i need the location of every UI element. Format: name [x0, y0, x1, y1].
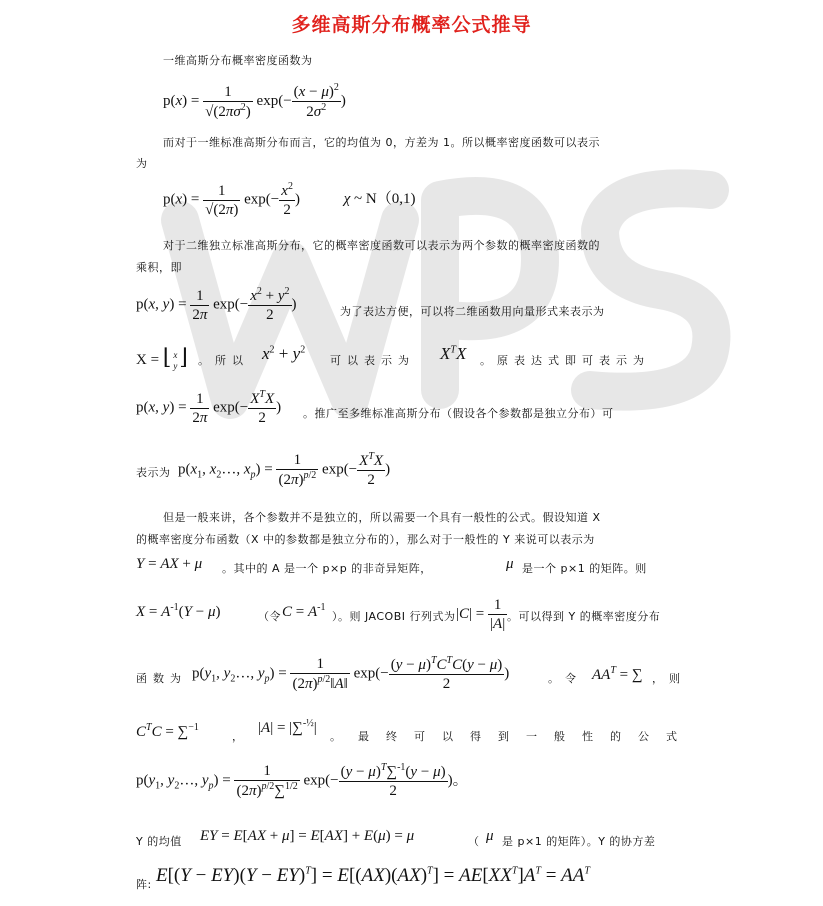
paragraph-standard-1d-cont: 为 [136, 157, 148, 170]
equation-general-gaussian: $p(y_1$, $y_2\dots$, $y_p$) = $\frac{1}{(2\pi)^{p/2}\sum^{1/2}}$ exp(− $\frac{(y - \mu)^T\sum^{-1}(y - \mu)}{2}$ )。 [136, 762, 468, 799]
equation-aat-sigma: $AA^T$ = ∑ [592, 665, 643, 683]
equation-2d-gaussian: p(x, y) = $\frac{1}{2\pi}$ exp(− $\frac{x^2 + y^2}{2}$ ) [136, 286, 297, 323]
equation-y-ax-mu: Y = AX + μ [136, 556, 203, 572]
symbol-mu-2: μ [486, 828, 494, 844]
text-ze: ，则 [652, 672, 686, 685]
equation-ctc: $C^TC = \sum^{-1}$ [136, 722, 199, 740]
paragraph-1d-intro: 一维高斯分布概率密度函数为 [163, 54, 313, 67]
equation-covariance: $E[(Y - EY)(Y - EY)^T] = E[(AX)(AX)^T] = AE[XX^T]A^T = AA^T$ [156, 865, 590, 886]
paragraph-2d-intro: 对于二维独立标准高斯分布，它的概率密度函数可以表示为两个参数的概率密度函数的 [163, 239, 600, 252]
paragraph-generalize: 。推广至多维标准高斯分布（假设各个参数都是独立分布）可 [303, 407, 614, 420]
text-paren-open: （ [468, 835, 480, 848]
comma: ， [232, 730, 244, 743]
equation-y-density: $p(y_1$, $y_2\dots$, $y_p$) = $\frac{1}{(2\pi)^{p/2}‖A‖}$ exp(− $\frac{(y - \mu)^TC^TC(y - \mu)}{2}$ ) [192, 655, 510, 692]
text-hanshuwei: 函数为 [136, 672, 187, 685]
text-y-covariance: 是 p×1 的矩阵）。Y 的协方差 [502, 835, 656, 848]
equation-xtx: $X^TX$ [440, 344, 467, 363]
text-ling: （令 [258, 610, 281, 623]
equation-1d-gaussian: p(x) = $\frac{1}{√(2\pi\sigma^2)}$ exp(− $\frac{(x - \mu)^2}{2\sigma^2}$ ) [163, 82, 346, 120]
paragraph-general-case: 但是一般来讲，各个参数并不是独立的，所以需要一个具有一般性的公式。假设知道 X [163, 511, 601, 524]
equation-x-inverse: $X = A^{-1}(Y - \mu)$ [136, 602, 221, 620]
equation-x2-y2: $x^2 + y^2$ [262, 344, 306, 363]
page-title: 多维高斯分布概率公式推导 [291, 14, 532, 36]
text-y-mean: Y 的均值 [136, 835, 182, 848]
symbol-mu: μ [506, 556, 514, 572]
equation-2d-vector: p(x, y) = $\frac{1}{2\pi}$ exp(− $\frac{X^TX}{2}$ ) [136, 389, 282, 426]
text-matrix-a: 。其中的 A 是一个 p×p 的非奇异矩阵， [222, 562, 432, 575]
equation-standard-1d: p(x) = $\frac{1}{√(2\pi)}$ exp(− $\frac{x^2}{2}$ ) χ ~ N（0,1) [163, 181, 416, 218]
equation-jacobi: |C| = $\frac{1}{|A|}$ [456, 597, 506, 632]
text-biaoshiwei: 表示为 [136, 466, 171, 479]
paragraph-general-case-cont: 的概率密度分布函数（X 中的参数都是独立分布的），那么对于一般性的 Y 来说可以表示为 [136, 533, 595, 546]
wps-watermark [150, 70, 750, 490]
text-yuanbiaodashi: 。原表达式即可表示为 [480, 354, 650, 367]
text-final-formula: 。最终可以得到一般性的公式 [330, 730, 694, 743]
text-ling2: 。令 [548, 672, 582, 685]
text-suoyi: 。所以 [198, 354, 249, 367]
text-mu-matrix: 是一个 p×1 的矩阵。则 [522, 562, 647, 575]
equation-mean: EY = E[AX + μ] = E[AX] + E(μ) = μ [200, 828, 415, 844]
equation-multi-standard: $p(x_1$, $x_2\dots$, $x_p$) = $\frac{1}{(2\pi)^{p/2}}$ exp(− $\frac{X^TX}{2}$ ) [178, 451, 391, 488]
paragraph-standard-1d: 而对于一维标准高斯分布而言，它的均值为 0，方差为 1。所以概率密度函数可以表示 [163, 136, 600, 149]
equation-det-a: |A| = |∑$^{-\frac{1}{2}}$| [258, 718, 317, 736]
paragraph-vector-form: 为了表达方便，可以将二维函数用向量形式来表示为 [340, 305, 605, 318]
text-keyibiaoshiwei: 可以表示为 [330, 354, 415, 367]
period: 。 [452, 772, 468, 789]
equation-vector-x: X = ⌊ x y ⌋ [136, 344, 188, 371]
text-y-density: 。可以得到 Y 的概率密度分布 [507, 610, 661, 623]
text-zhen: 阵: [136, 878, 152, 891]
equation-c-inverse: $C = A^{-1}$ [282, 602, 326, 620]
paragraph-2d-intro-cont: 乘积，即 [136, 261, 182, 274]
text-jacobi: ）。则 JACOBI 行列式为 [332, 610, 456, 623]
